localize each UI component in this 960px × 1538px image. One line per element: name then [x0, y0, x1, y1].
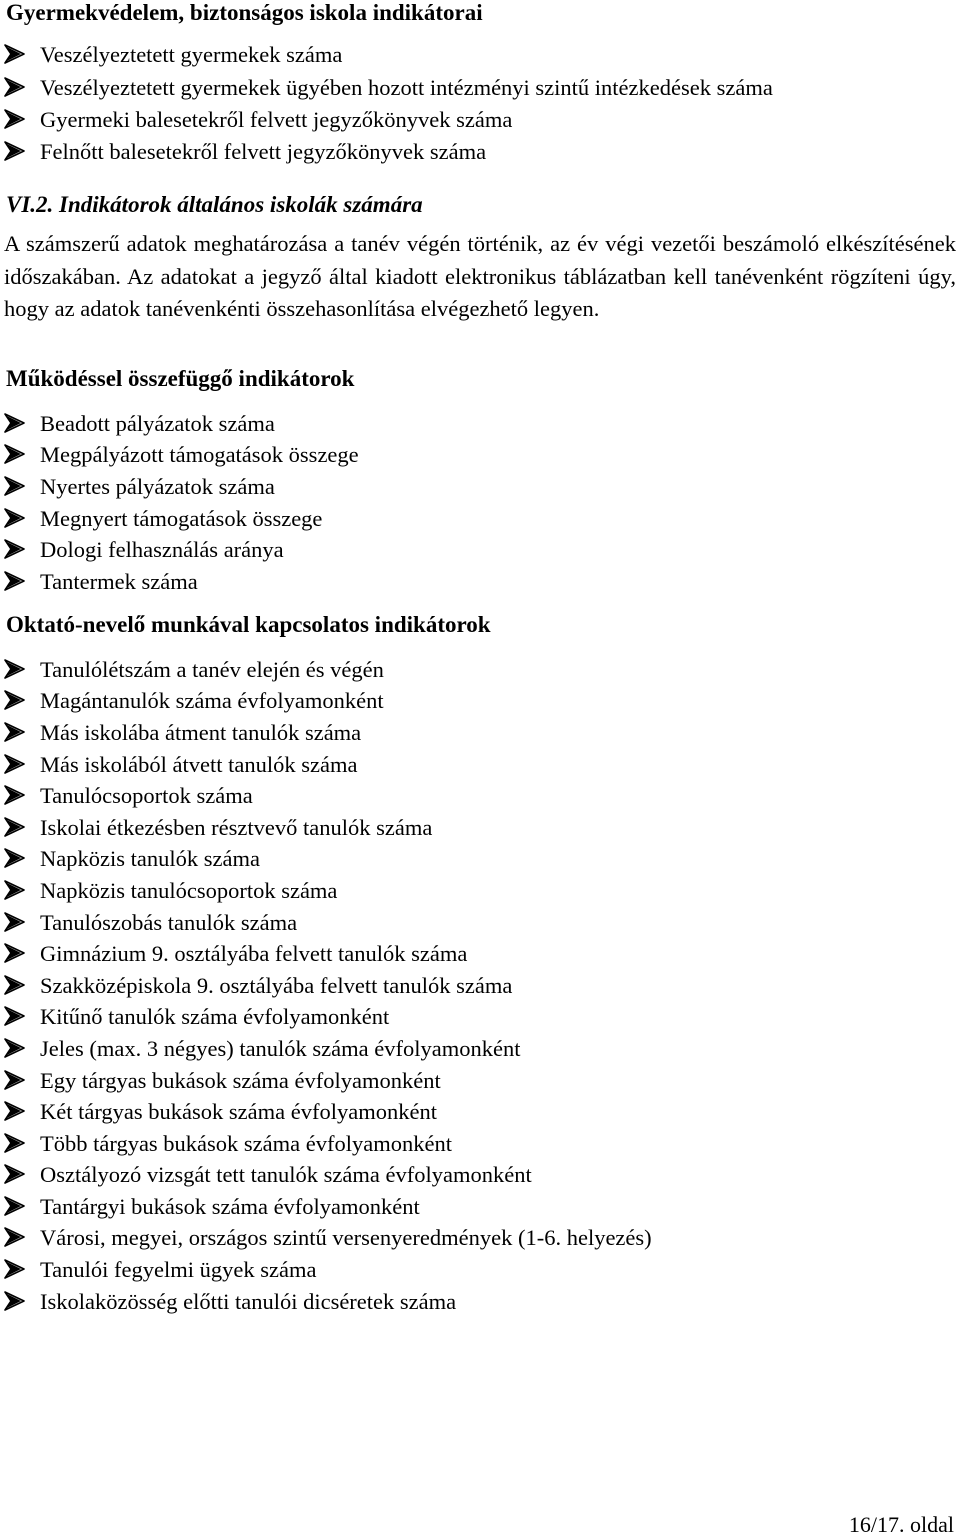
arrowhead-bullet-icon [4, 141, 40, 163]
arrowhead-bullet-icon [4, 880, 40, 902]
arrowhead-bullet-icon [4, 1038, 40, 1060]
list-item-text: Tanulószobás tanulók száma [40, 909, 298, 935]
list-item-text: Kitűnő tanulók száma évfolyamonként [40, 1004, 390, 1030]
list-item [4, 503, 359, 535]
list-item [4, 875, 652, 907]
arrowhead-bullet-icon [4, 508, 40, 530]
list-item-text: Veszélyeztetett gyermekek ügyében hozott intézményi szintű intézkedések száma [40, 74, 773, 100]
list-item-text: Magántanulók száma évfolyamonként [40, 688, 384, 714]
arrowhead-bullet-icon [4, 1259, 40, 1281]
list-item [4, 534, 359, 566]
arrowhead-bullet-icon [4, 444, 40, 466]
list-item [4, 39, 773, 71]
list-item [4, 844, 652, 876]
arrowhead-bullet-icon [4, 539, 40, 561]
list-item-text: Napközis tanulók száma [40, 846, 260, 872]
list-item [4, 1002, 652, 1034]
arrowhead-bullet-icon [4, 1164, 40, 1186]
arrowhead-bullet-icon [4, 77, 40, 99]
arrowhead-bullet-icon [4, 476, 40, 498]
list-item [4, 1033, 652, 1065]
arrowhead-bullet-icon [4, 413, 40, 435]
list-item [4, 1223, 652, 1255]
arrowhead-bullet-icon [4, 571, 40, 593]
list-item [4, 1254, 652, 1286]
section-heading-education-indicators: Oktató-nevelő munkával kapcsolatos indikátorok [6, 612, 491, 637]
section-heading-child-protection: Gyermekvédelem, biztonságos iskola indikátorai [6, 0, 483, 25]
arrowhead-bullet-icon [4, 817, 40, 839]
list-item-text: Tanulólétszám a tanév elején és végén [40, 656, 384, 682]
section-heading-operation-indicators: Működéssel összefüggő indikátorok [6, 366, 355, 391]
list-item-text: Felnőtt balesetekről felvett jegyzőkönyvek száma [40, 139, 487, 165]
list-item [4, 686, 652, 718]
list-item [4, 471, 359, 503]
arrowhead-bullet-icon [4, 912, 40, 934]
list-item-text: Tanulócsoportok száma [40, 783, 253, 809]
list-item [4, 408, 359, 440]
list-item [4, 566, 359, 598]
list-item [4, 1096, 652, 1128]
list-item-text: Tantárgyi bukások száma évfolyamonként [40, 1193, 420, 1219]
list-item [4, 71, 773, 103]
operation-indicator-list [4, 408, 359, 598]
arrowhead-bullet-icon [4, 754, 40, 776]
list-item-text: Osztályozó vizsgát tett tanulók száma évfolyamonként [40, 1162, 532, 1188]
education-indicator-list [4, 654, 652, 1317]
arrowhead-bullet-icon [4, 1101, 40, 1123]
list-item [4, 938, 652, 970]
page-number: 16/17. oldal [848, 1512, 954, 1537]
list-item [4, 1286, 652, 1318]
arrowhead-bullet-icon [4, 1291, 40, 1313]
list-item [4, 440, 359, 472]
arrowhead-bullet-icon [4, 1133, 40, 1155]
list-item-text: Dologi felhasználás aránya [40, 537, 284, 563]
list-item-text: Gyermeki balesetekről felvett jegyzőkönyvek száma [40, 106, 513, 132]
arrowhead-bullet-icon [4, 785, 40, 807]
list-item-text: Napközis tanulócsoportok száma [40, 877, 338, 903]
arrowhead-bullet-icon [4, 109, 40, 131]
list-item-text: Több tárgyas bukások száma évfolyamonként [40, 1130, 452, 1156]
arrowhead-bullet-icon [4, 722, 40, 744]
arrowhead-bullet-icon [4, 943, 40, 965]
list-item-text: Veszélyeztetett gyermekek száma [40, 42, 343, 68]
list-item [4, 654, 652, 686]
arrowhead-bullet-icon [4, 975, 40, 997]
list-item [4, 717, 652, 749]
list-item [4, 970, 652, 1002]
list-item-text: Tanulói fegyelmi ügyek száma [40, 1257, 317, 1283]
list-item [4, 136, 773, 168]
list-item-text: Városi, megyei, országos szintű versenyeredmények (1-6. helyezés) [40, 1225, 652, 1251]
section-heading-primary-school-indicators: VI.2. Indikátorok általános iskolák számára [6, 192, 423, 217]
list-item-text: Nyertes pályázatok száma [40, 473, 275, 499]
list-item-text: Egy tárgyas bukások száma évfolyamonként [40, 1067, 441, 1093]
list-item-text: Szakközépiskola 9. osztályába felvett tanulók száma [40, 972, 513, 998]
list-item-text: Jeles (max. 3 négyes) tanulók száma évfolyamonként [40, 1035, 521, 1061]
list-item [4, 907, 652, 939]
list-item-text: Gimnázium 9. osztályába felvett tanulók száma [40, 941, 468, 967]
arrowhead-bullet-icon [4, 1070, 40, 1092]
arrowhead-bullet-icon [4, 848, 40, 870]
arrowhead-bullet-icon [4, 44, 40, 66]
intro-paragraph: A számszerű adatok meghatározása a tanév végén történik, az év végi vezetői beszámoló elkészítésének időszakában. Az adatokat a jegyző által kiadott elektronikus táblázatban kell tanévenként rögzíteni úgy, hogy az adatok tanévenkénti összehasonlítása elvégezhető legyen. [4, 231, 956, 321]
list-item [4, 104, 773, 136]
list-item-text: Tantermek száma [40, 568, 198, 594]
arrowhead-bullet-icon [4, 659, 40, 681]
list-item-text: Két tárgyas bukások száma évfolyamonként [40, 1099, 437, 1125]
list-item [4, 1160, 652, 1192]
arrowhead-bullet-icon [4, 1227, 40, 1249]
list-item-text: Más iskolából átvett tanulók száma [40, 751, 358, 777]
list-item [4, 812, 652, 844]
list-item [4, 1128, 652, 1160]
list-item-text: Beadott pályázatok száma [40, 410, 275, 436]
arrowhead-bullet-icon [4, 690, 40, 712]
list-item [4, 749, 652, 781]
list-item-text: Megnyert támogatások összege [40, 505, 323, 531]
list-item-text: Más iskolába átment tanulók száma [40, 719, 362, 745]
list-item-text: Megpályázott támogatások összege [40, 442, 359, 468]
arrowhead-bullet-icon [4, 1196, 40, 1218]
arrowhead-bullet-icon [4, 1006, 40, 1028]
list-item [4, 1191, 652, 1223]
list-item-text: Iskolai étkezésben résztvevő tanulók száma [40, 814, 433, 840]
list-item [4, 1065, 652, 1097]
child-protection-indicator-list [4, 39, 773, 169]
list-item [4, 780, 652, 812]
list-item-text: Iskolaközösség előtti tanulói dicséretek száma [40, 1288, 457, 1314]
